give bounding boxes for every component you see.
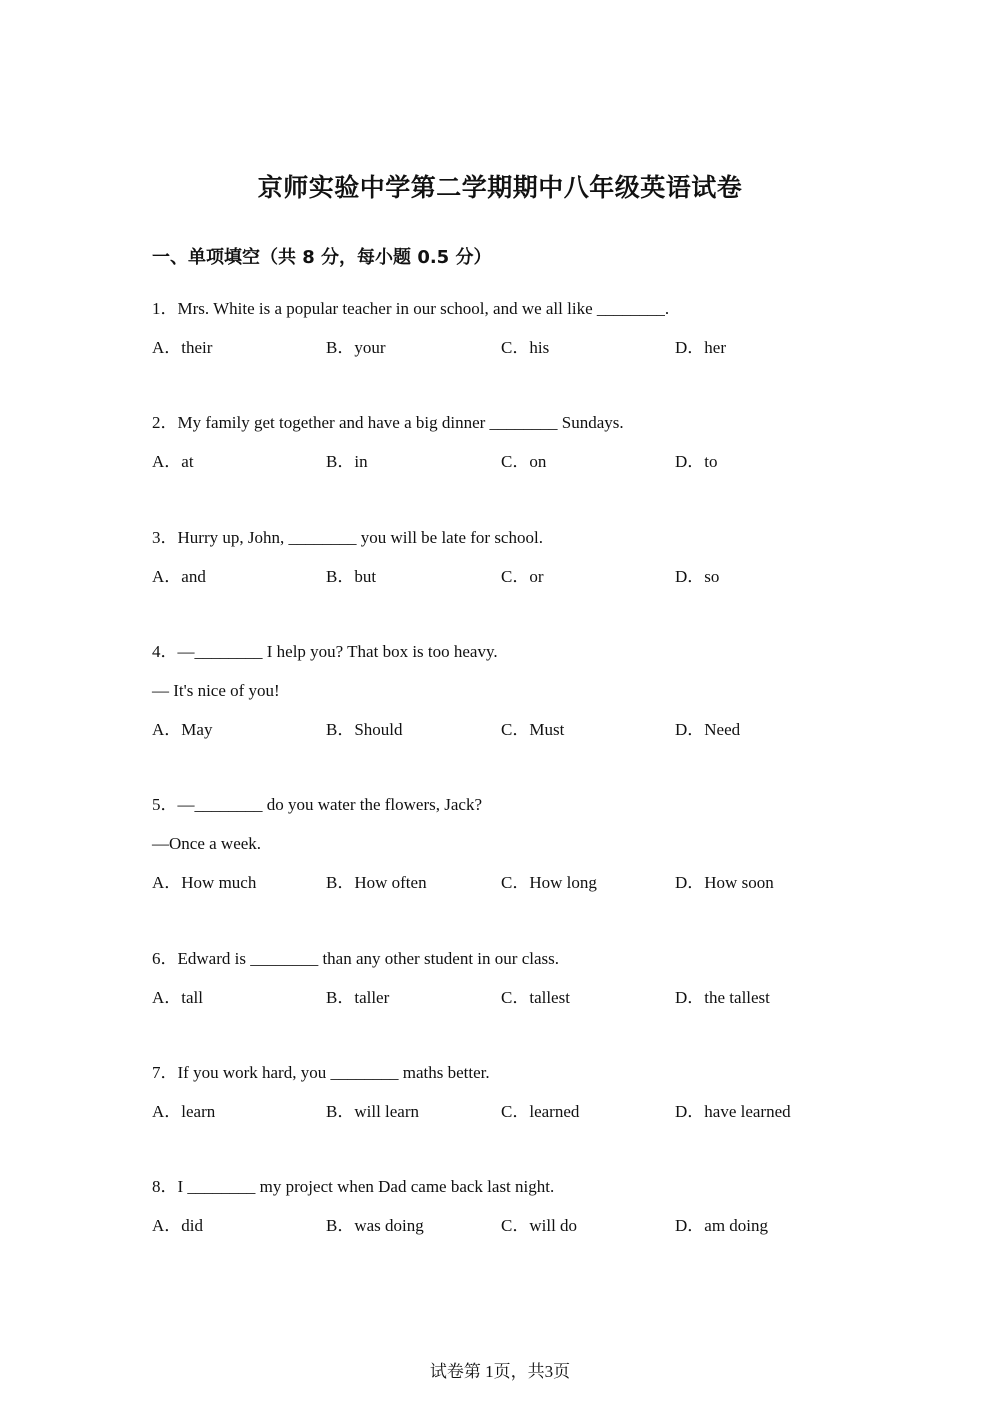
option-row: [152, 987, 852, 1009]
question-5: [152, 794, 852, 894]
option-row: [152, 1101, 852, 1123]
option-text: in: [354, 452, 368, 471]
option-row: [152, 337, 852, 359]
question-4: [152, 641, 852, 741]
option-text: will do: [529, 1216, 578, 1235]
option-text: and: [181, 567, 206, 586]
question-reply: —Once a week.: [152, 834, 262, 853]
option-letter: C．: [501, 1102, 530, 1121]
question-6: [152, 948, 852, 1009]
option-letter: C．: [501, 720, 530, 739]
question-stem: 5．—________ do you water the flowers, Jack?: [152, 795, 483, 814]
question-stem: 6．Edward is ________ than any other student in our class.: [152, 949, 559, 968]
option-letter: A．: [152, 1216, 182, 1235]
option-letter: A．: [152, 452, 182, 471]
option-text: so: [704, 567, 720, 586]
option-b[interactable]: [326, 719, 403, 741]
option-letter: D．: [675, 567, 705, 586]
option-letter: D．: [675, 873, 705, 892]
option-letter: C．: [501, 567, 530, 586]
option-d[interactable]: [675, 1215, 768, 1237]
option-text: her: [704, 338, 726, 357]
option-a[interactable]: [152, 719, 212, 741]
section-heading: 一、单项填空（共 8 分，每小题 0.5 分）: [152, 247, 492, 268]
question-8: [152, 1176, 852, 1237]
option-row: [152, 719, 852, 741]
option-d[interactable]: [675, 451, 718, 473]
option-text: How much: [181, 873, 257, 892]
question-stem: 2．My family get together and have a big dinner ________ Sundays.: [152, 413, 624, 432]
option-text: tall: [181, 988, 203, 1007]
option-letter: B．: [326, 1102, 355, 1121]
option-letter: C．: [501, 988, 530, 1007]
option-letter: D．: [675, 988, 705, 1007]
option-a[interactable]: [152, 987, 203, 1009]
question-reply: — It's nice of you!: [152, 681, 280, 700]
option-letter: A．: [152, 1102, 182, 1121]
option-text: taller: [354, 988, 390, 1007]
question-stem: 1．Mrs. White is a popular teacher in our school, and we all like ________.: [152, 299, 670, 318]
option-letter: A．: [152, 873, 182, 892]
option-text: but: [354, 567, 377, 586]
option-text: or: [529, 567, 544, 586]
option-letter: D．: [675, 338, 705, 357]
option-d[interactable]: [675, 872, 774, 894]
option-text: How long: [529, 873, 597, 892]
option-letter: C．: [501, 338, 530, 357]
question-stem: 3．Hurry up, John, ________ you will be late for school.: [152, 528, 543, 547]
option-a[interactable]: [152, 1101, 215, 1123]
option-letter: D．: [675, 452, 705, 471]
option-letter: A．: [152, 720, 182, 739]
option-text: your: [354, 338, 386, 357]
option-b[interactable]: [326, 1101, 419, 1123]
option-row: [152, 566, 852, 588]
option-b[interactable]: [326, 451, 368, 473]
option-d[interactable]: [675, 1101, 791, 1123]
option-c[interactable]: [501, 337, 549, 359]
option-b[interactable]: [326, 987, 389, 1009]
option-text: Need: [704, 720, 741, 739]
option-d[interactable]: [675, 566, 719, 588]
option-letter: A．: [152, 338, 182, 357]
option-text: his: [529, 338, 550, 357]
option-row: [152, 872, 852, 894]
question-stem: 8．I ________ my project when Dad came back last night.: [152, 1177, 555, 1196]
option-letter: D．: [675, 720, 705, 739]
option-letter: A．: [152, 988, 182, 1007]
option-d[interactable]: [675, 987, 770, 1009]
option-text: learn: [181, 1102, 216, 1121]
option-a[interactable]: [152, 1215, 203, 1237]
option-d[interactable]: [675, 337, 726, 359]
question-stem: 4．—________ I help you? That box is too heavy.: [152, 642, 498, 661]
option-letter: D．: [675, 1102, 705, 1121]
option-text: learned: [529, 1102, 580, 1121]
option-letter: C．: [501, 1216, 530, 1235]
option-text: How often: [354, 873, 427, 892]
option-c[interactable]: [501, 1215, 577, 1237]
option-letter: B．: [326, 988, 355, 1007]
option-b[interactable]: [326, 337, 386, 359]
exam-title: 京师实验中学第二学期期中八年级英语试卷: [257, 173, 743, 202]
option-text: on: [529, 452, 547, 471]
option-c[interactable]: [501, 566, 544, 588]
option-text: will learn: [354, 1102, 420, 1121]
option-text: did: [181, 1216, 204, 1235]
option-a[interactable]: [152, 872, 256, 894]
option-text: the tallest: [704, 988, 770, 1007]
question-1: [152, 298, 852, 359]
option-d[interactable]: [675, 719, 740, 741]
option-letter: B．: [326, 1216, 355, 1235]
option-c[interactable]: [501, 1101, 579, 1123]
option-b[interactable]: [326, 566, 376, 588]
option-text: tallest: [529, 988, 570, 1007]
option-a[interactable]: [152, 337, 212, 359]
option-text: have learned: [704, 1102, 791, 1121]
question-7: [152, 1062, 852, 1123]
question-2: [152, 412, 852, 473]
option-letter: B．: [326, 720, 355, 739]
option-row: [152, 1215, 852, 1237]
option-c[interactable]: [501, 872, 597, 894]
option-b[interactable]: [326, 872, 427, 894]
option-letter: C．: [501, 873, 530, 892]
option-row: [152, 451, 852, 473]
option-letter: A．: [152, 567, 182, 586]
question-3: [152, 527, 852, 588]
option-text: May: [181, 720, 213, 739]
option-text: How soon: [704, 873, 774, 892]
question-stem: 7．If you work hard, you ________ maths better.: [152, 1063, 490, 1082]
option-text: am doing: [704, 1216, 769, 1235]
option-text: their: [181, 338, 213, 357]
option-letter: D．: [675, 1216, 705, 1235]
option-b[interactable]: [326, 1215, 424, 1237]
option-text: Must: [529, 720, 565, 739]
option-text: at: [181, 452, 194, 471]
option-c[interactable]: [501, 451, 546, 473]
option-letter: B．: [326, 452, 355, 471]
option-letter: B．: [326, 567, 355, 586]
option-text: to: [704, 452, 718, 471]
page-footer: 试卷第 1页，共3页: [429, 1362, 571, 1381]
option-letter: B．: [326, 338, 355, 357]
option-c[interactable]: [501, 719, 564, 741]
option-c[interactable]: [501, 987, 570, 1009]
option-a[interactable]: [152, 566, 206, 588]
option-text: Should: [354, 720, 403, 739]
option-letter: B．: [326, 873, 355, 892]
option-text: was doing: [354, 1216, 424, 1235]
option-letter: C．: [501, 452, 530, 471]
option-a[interactable]: [152, 451, 194, 473]
